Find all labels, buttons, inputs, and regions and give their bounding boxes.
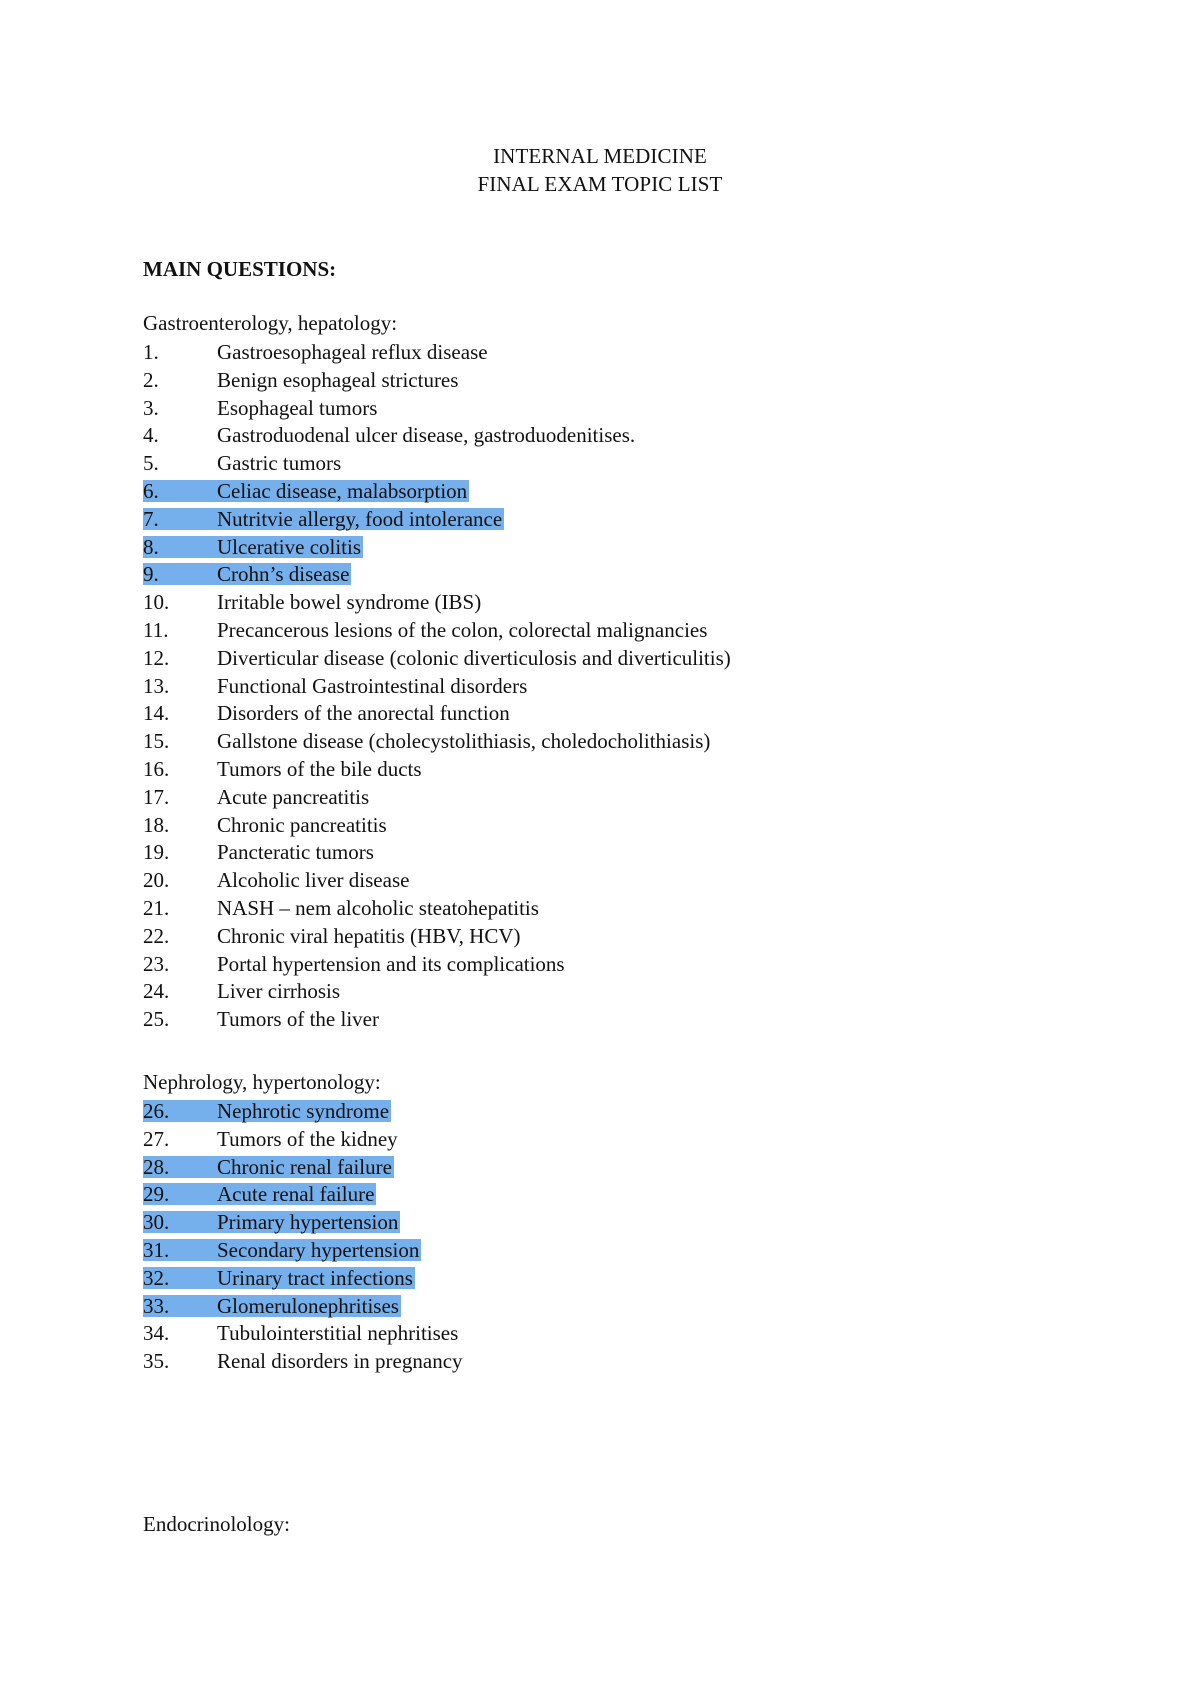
topic-list-item bbox=[143, 784, 733, 812]
topic-number: 18. bbox=[143, 812, 170, 837]
topic-number: 22. bbox=[143, 923, 170, 948]
highlighted-topic bbox=[143, 1295, 401, 1317]
topic-number: 30. bbox=[143, 1210, 170, 1235]
topic-number: 12. bbox=[143, 645, 170, 670]
topic-text: Liver cirrhosis bbox=[217, 979, 341, 1004]
topic-text: Chronic pancreatitis bbox=[217, 812, 387, 837]
topic-number: 9. bbox=[143, 562, 159, 587]
topic-number: 11. bbox=[143, 617, 169, 642]
topic-list-item bbox=[143, 812, 733, 840]
highlighted-topic bbox=[143, 1267, 415, 1289]
topic-text: Secondary hypertension bbox=[217, 1237, 420, 1262]
topic-text: Acute pancreatitis bbox=[217, 784, 370, 809]
topic-number: 16. bbox=[143, 756, 170, 781]
topic-list-nephrology bbox=[143, 1098, 465, 1376]
topic bbox=[143, 897, 541, 919]
topic-text: Celiac disease, malabsorption bbox=[217, 478, 468, 503]
topic-list-item bbox=[143, 1348, 465, 1376]
highlighted-topic bbox=[143, 1183, 376, 1205]
highlighted-topic bbox=[143, 480, 469, 502]
topic-list-item bbox=[143, 700, 733, 728]
topic bbox=[143, 953, 567, 975]
topic-number: 1. bbox=[143, 340, 159, 364]
topic-number: 35. bbox=[143, 1349, 170, 1374]
topic bbox=[143, 369, 460, 391]
topic-text: Primary hypertension bbox=[217, 1210, 399, 1235]
topic-list-item bbox=[143, 1320, 465, 1348]
topic-list-item bbox=[143, 506, 733, 534]
highlighted-topic bbox=[143, 1211, 400, 1233]
topic bbox=[143, 841, 376, 863]
topic-list-gastroenterology bbox=[143, 339, 733, 1034]
topic-number: 2. bbox=[143, 367, 159, 392]
topic bbox=[143, 814, 389, 836]
topic-list-item bbox=[143, 450, 733, 478]
topic-number: 28. bbox=[143, 1154, 170, 1179]
topic-number: 15. bbox=[143, 729, 170, 754]
topic-list-item bbox=[143, 978, 733, 1006]
topic-number: 21. bbox=[143, 895, 170, 920]
topic-number: 25. bbox=[143, 1007, 170, 1032]
topic-text: Functional Gastrointestinal disorders bbox=[217, 673, 528, 698]
topic-text: Pancteratic tumors bbox=[217, 840, 374, 865]
topic bbox=[143, 786, 371, 808]
topic-text: Gastric tumors bbox=[217, 451, 342, 476]
topic bbox=[143, 341, 490, 363]
topic bbox=[143, 647, 733, 669]
topic-text: Gastroduodenal ulcer disease, gastroduodenitises. bbox=[217, 423, 636, 448]
topic-number: 7. bbox=[143, 506, 159, 531]
topic-list-item bbox=[143, 867, 733, 895]
topic-list-item bbox=[143, 839, 733, 867]
topic-text: Portal hypertension and its complications bbox=[217, 951, 565, 976]
section-heading-endocrinology: Endocrinolology: bbox=[143, 1512, 290, 1536]
topic-list-item bbox=[143, 895, 733, 923]
topic-list-item bbox=[143, 728, 733, 756]
topic-text: NASH – nem alcoholic steatohepatitis bbox=[217, 895, 539, 920]
topic-text: Benign esophageal strictures bbox=[217, 367, 459, 392]
topic-text: Diverticular disease (colonic diverticulosis and diverticulitis) bbox=[217, 645, 731, 670]
main-questions-heading: MAIN QUESTIONS: bbox=[143, 257, 337, 281]
topic-number: 24. bbox=[143, 979, 170, 1004]
topic-list-item bbox=[143, 395, 733, 423]
topic-number: 23. bbox=[143, 951, 170, 976]
topic-text: Renal disorders in pregnancy bbox=[217, 1349, 463, 1374]
topic bbox=[143, 1128, 400, 1150]
highlighted-topic bbox=[143, 563, 351, 585]
topic-number: 5. bbox=[143, 451, 159, 476]
section-heading-gastroenterology: Gastroenterology, hepatology: bbox=[143, 311, 398, 335]
topic-list-item bbox=[143, 645, 733, 673]
topic bbox=[143, 452, 343, 474]
topic-number: 17. bbox=[143, 784, 170, 809]
topic-text: Glomerulonephritises bbox=[217, 1293, 399, 1318]
topic-number: 32. bbox=[143, 1265, 170, 1290]
topic-text: Tumors of the liver bbox=[217, 1007, 379, 1032]
topic-text: Nephrotic syndrome bbox=[217, 1099, 390, 1123]
topic-list-item bbox=[143, 367, 733, 395]
topic-text: Tubulointerstitial nephritises bbox=[217, 1321, 459, 1346]
topic-text: Chronic renal failure bbox=[217, 1154, 392, 1179]
topic-list-item bbox=[143, 339, 733, 367]
topic bbox=[143, 980, 342, 1002]
topic bbox=[143, 619, 709, 641]
topic-number: 13. bbox=[143, 673, 170, 698]
topic-list-item bbox=[143, 756, 733, 784]
topic-text: Irritable bowel syndrome (IBS) bbox=[217, 590, 482, 615]
topic-list-item bbox=[143, 1098, 465, 1126]
topic bbox=[143, 925, 523, 947]
topic-list-item bbox=[143, 1181, 465, 1209]
topic bbox=[143, 424, 637, 446]
topic bbox=[143, 702, 512, 724]
topic-number: 3. bbox=[143, 395, 159, 420]
document-title-line-2: FINAL EXAM TOPIC LIST bbox=[477, 172, 723, 196]
topic-list-item bbox=[143, 617, 733, 645]
topic-list-item bbox=[143, 1126, 465, 1154]
topic-text: Urinary tract infections bbox=[217, 1265, 413, 1290]
topic bbox=[143, 675, 529, 697]
topic bbox=[143, 730, 712, 752]
highlighted-topic bbox=[143, 1239, 421, 1261]
topic-list-item bbox=[143, 1209, 465, 1237]
topic-text: Nutritvie allergy, food intolerance bbox=[217, 506, 503, 531]
topic-number: 6. bbox=[143, 478, 159, 503]
topic-text: Disorders of the anorectal function bbox=[217, 701, 510, 726]
topic bbox=[143, 1322, 460, 1344]
topic-number: 31. bbox=[143, 1237, 170, 1262]
topic-list-item bbox=[143, 1006, 733, 1034]
topic-number: 4. bbox=[143, 423, 159, 448]
topic-text: Tumors of the kidney bbox=[217, 1126, 398, 1151]
topic-list-item bbox=[143, 1265, 465, 1293]
topic-list-item bbox=[143, 951, 733, 979]
topic bbox=[143, 869, 411, 891]
topic-text: Precancerous lesions of the colon, colorectal malignancies bbox=[217, 617, 708, 642]
topic-number: 26. bbox=[143, 1099, 170, 1123]
topic-text: Chronic viral hepatitis (HBV, HCV) bbox=[217, 923, 521, 948]
topic-list-item bbox=[143, 422, 733, 450]
topic bbox=[143, 1008, 381, 1030]
topic-list-item bbox=[143, 1237, 465, 1265]
highlighted-topic bbox=[143, 1156, 394, 1178]
topic-number: 27. bbox=[143, 1126, 170, 1151]
section-heading-nephrology: Nephrology, hypertonology: bbox=[143, 1070, 381, 1094]
topic-list-item bbox=[143, 478, 733, 506]
topic-text: Ulcerative colitis bbox=[217, 534, 362, 559]
topic-list-item bbox=[143, 561, 733, 589]
highlighted-topic bbox=[143, 1100, 391, 1122]
topic-list-item bbox=[143, 1293, 465, 1321]
topic-text: Acute renal failure bbox=[217, 1182, 375, 1207]
topic-list-item bbox=[143, 589, 733, 617]
highlighted-topic bbox=[143, 508, 504, 530]
topic-number: 8. bbox=[143, 534, 159, 559]
topic-text: Esophageal tumors bbox=[217, 395, 378, 420]
topic-number: 10. bbox=[143, 590, 170, 615]
topic bbox=[143, 591, 483, 613]
topic-list-item bbox=[143, 923, 733, 951]
highlighted-topic bbox=[143, 536, 363, 558]
topic-list-item bbox=[143, 673, 733, 701]
topic-number: 29. bbox=[143, 1182, 170, 1207]
topic-number: 14. bbox=[143, 701, 170, 726]
topic-number: 20. bbox=[143, 868, 170, 893]
topic bbox=[143, 758, 424, 780]
topic-text: Crohn’s disease bbox=[217, 562, 350, 587]
topic-list-item bbox=[143, 1154, 465, 1182]
topic-number: 34. bbox=[143, 1321, 170, 1346]
document-title-line-1: INTERNAL MEDICINE bbox=[493, 144, 707, 168]
topic-text: Alcoholic liver disease bbox=[217, 868, 410, 893]
topic-text: Tumors of the bile ducts bbox=[217, 756, 422, 781]
topic-list-item bbox=[143, 534, 733, 562]
topic-text: Gallstone disease (cholecystolithiasis, choledocholithiasis) bbox=[217, 729, 711, 754]
topic bbox=[143, 397, 379, 419]
topic bbox=[143, 1350, 465, 1372]
topic-text: Gastroesophageal reflux disease bbox=[217, 340, 488, 364]
topic-number: 19. bbox=[143, 840, 170, 865]
topic-number: 33. bbox=[143, 1293, 170, 1318]
